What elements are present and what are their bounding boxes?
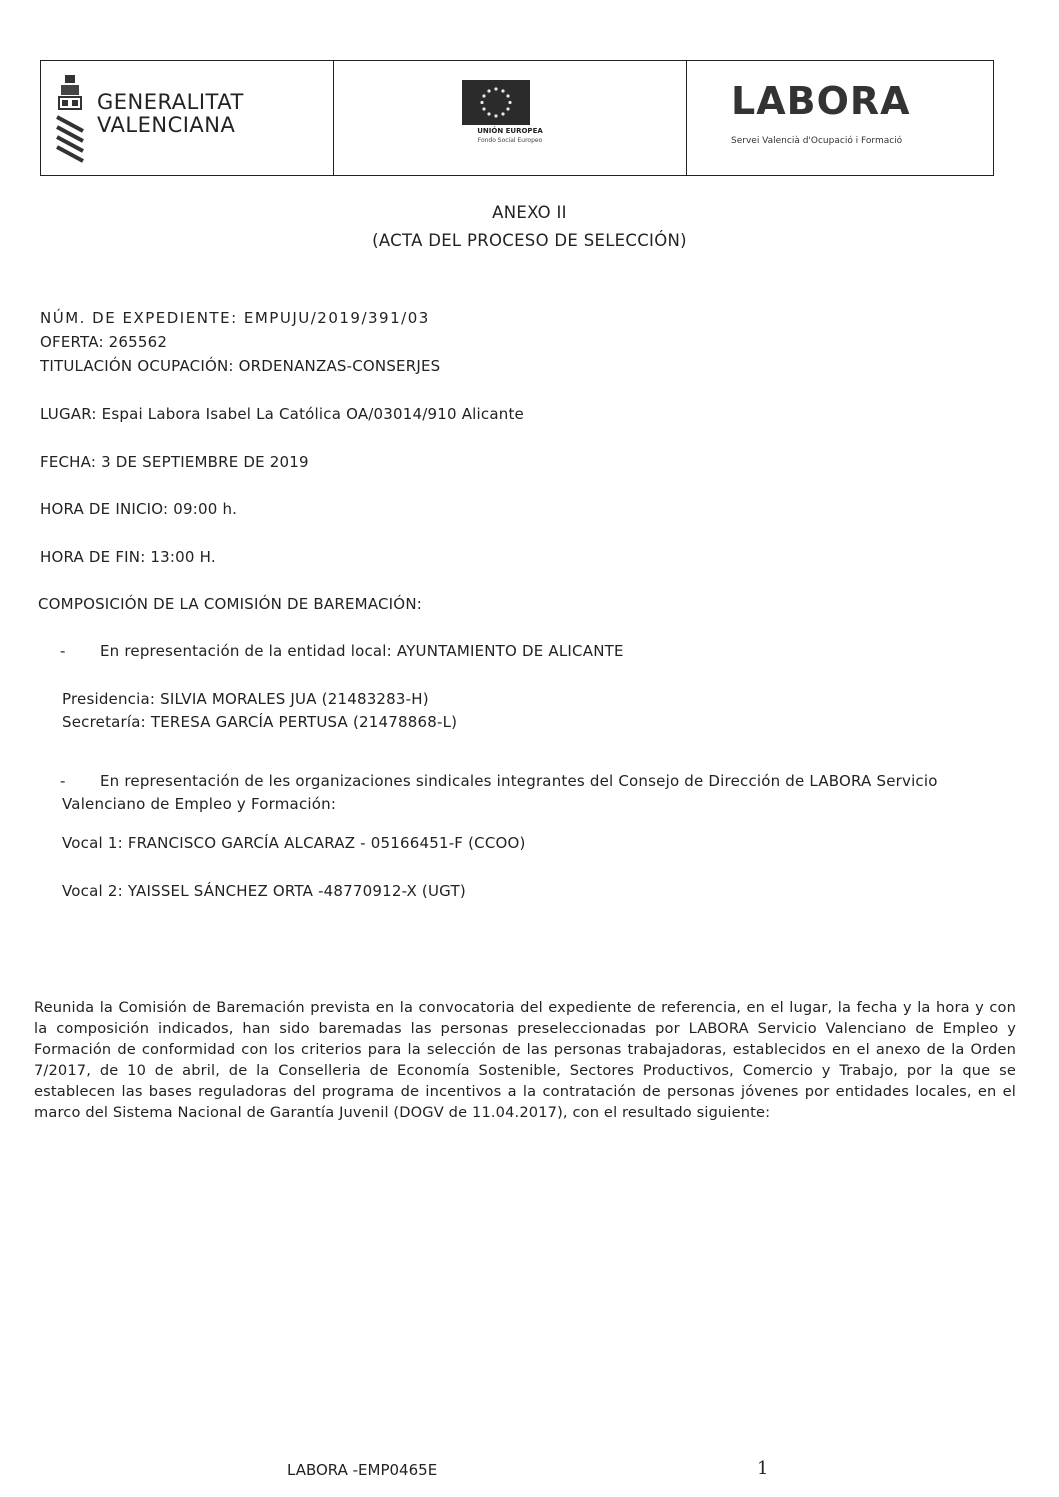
- committee-vocal1: Vocal 1: FRANCISCO GARCÍA ALCARAZ - 05166451-F (CCOO): [62, 834, 526, 852]
- list-dash: -: [60, 642, 66, 660]
- field-hora-inicio: HORA DE INICIO: 09:00 h.: [40, 500, 238, 518]
- document-subtitle: (ACTA DEL PROCESO DE SELECCIÓN): [372, 231, 687, 250]
- section-composicion: COMPOSICIÓN DE LA COMISIÓN DE BAREMACIÓN:: [38, 595, 422, 613]
- field-titulacion: TITULACIÓN OCUPACIÓN: ORDENANZAS-CONSERJES: [40, 357, 441, 375]
- committee-presidencia: Presidencia: SILVIA MORALES JUA (21483283-H): [62, 690, 429, 708]
- committee-entidad: [60, 642, 624, 660]
- committee-sindicales-text: En representación de les organizaciones sindicales integrantes del Consejo de Dirección de LABORA Servicio: [100, 772, 938, 790]
- generalitat-emblem-icon: [55, 73, 87, 165]
- labora-tagline: Servei Valencià d'Ocupació i Formació: [731, 136, 903, 146]
- document-title: ANEXO II: [492, 203, 567, 222]
- committee-vocal2: Vocal 2: YAISSEL SÁNCHEZ ORTA -48770912-X (UGT): [62, 882, 466, 900]
- list-dash: -: [60, 772, 66, 790]
- committee-sindicales-cont: Valenciano de Empleo y Formación:: [62, 795, 337, 813]
- footer-form-code: LABORA -EMP0465E: [287, 1461, 438, 1479]
- field-lugar: LUGAR: Espai Labora Isabel La Católica OA/03014/910 Alicante: [40, 405, 524, 423]
- committee-entidad-text: En representación de la entidad local: AYUNTAMIENTO DE ALICANTE: [100, 642, 624, 660]
- committee-sindicales: [60, 772, 938, 790]
- generalitat-logo: [41, 61, 333, 175]
- eu-fund-name: Fondo Social Europeo: [477, 137, 543, 144]
- eu-flag-icon: [462, 80, 530, 125]
- page-number: 1: [757, 1458, 769, 1479]
- body-paragraph: Reunida la Comisión de Baremación prevista en la convocatoria del expediente de referencia, en el lugar, la fecha y la hora y con la composición indicados, han sido baremadas las personas preseleccionadas por LABORA Servicio Valenciano de Empleo y Formación de conformidad con los criterios para la selección de las personas trabajadoras, establecidos en el anexo de la Orden 7/2017, de 10 de abril, de la Conselleria de Economía Sostenible, Sectores Productivos, Comercio y Trabajo, por la que se establecen las bases reguladoras del programa de incentivos a la contratación de personas jóvenes por entidades locales, en el marco del Sistema Nacional de Garantía Juvenil (DOGV de 11.04.2017), con el resultado siguiente:: [34, 999, 1016, 1121]
- generalitat-name: [97, 91, 244, 137]
- field-hora-fin: HORA DE FIN: 13:00 H.: [40, 548, 216, 566]
- field-expediente: NÚM. DE EXPEDIENTE: EMPUJU/2019/391/03: [40, 309, 430, 327]
- labora-logo: [686, 61, 993, 175]
- eu-name: UNIÓN EUROPEA: [477, 127, 543, 135]
- header-logo-table: [40, 60, 994, 176]
- generalitat-line1: GENERALITAT: [97, 90, 244, 114]
- eu-logo: [333, 61, 686, 175]
- generalitat-line2: VALENCIANA: [97, 113, 236, 137]
- labora-wordmark: LABORA: [731, 79, 911, 123]
- field-fecha: FECHA: 3 DE SEPTIEMBRE DE 2019: [40, 453, 309, 471]
- committee-secretaria: Secretaría: TERESA GARCÍA PERTUSA (21478868-L): [62, 713, 458, 731]
- field-oferta: OFERTA: 265562: [40, 333, 168, 351]
